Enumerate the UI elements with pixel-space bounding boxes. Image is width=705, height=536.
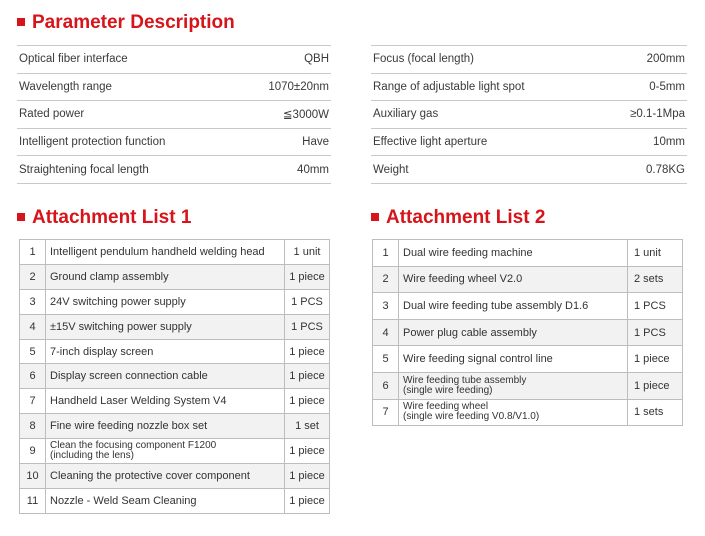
parameter-row [17, 46, 331, 74]
parameter-label: Intelligent protection function [17, 128, 237, 156]
parameter-value: 200mm [600, 46, 687, 74]
item-quantity: 1 piece [285, 264, 330, 289]
row-number: 9 [20, 439, 46, 464]
row-number: 7 [20, 389, 46, 414]
parameter-value: 1070±20nm [237, 73, 331, 101]
row-number: 11 [20, 488, 46, 513]
item-name: Wire feeding wheel V2.0 [399, 266, 628, 293]
item-name: Dual wire feeding tube assembly D1.6 [399, 293, 628, 320]
row-number: 7 [373, 399, 399, 426]
row-number: 5 [373, 346, 399, 373]
item-quantity: 1 piece [628, 372, 683, 399]
row-number: 1 [20, 240, 46, 265]
parameter-row [371, 101, 687, 129]
parameter-row [371, 46, 687, 74]
parameter-value: 0.78KG [600, 156, 687, 184]
item-quantity: 1 PCS [285, 289, 330, 314]
row-number: 6 [373, 372, 399, 399]
heading-square-icon [17, 18, 25, 26]
attachment-list-2-heading [371, 207, 545, 229]
parameter-value: Have [237, 128, 331, 156]
item-name-line-2: (single wire feeding V0.8/V1.0) [403, 411, 540, 423]
item-name-line-1: Wire feeding wheel [403, 401, 489, 413]
item-quantity: 1 piece [285, 488, 330, 513]
item-quantity: 1 PCS [628, 319, 683, 346]
item-name: Cleaning the protective cover component [46, 464, 285, 489]
parameter-label: Rated power [17, 101, 237, 129]
parameter-label: Range of adjustable light spot [371, 73, 600, 101]
table-row [373, 319, 683, 346]
item-name: 7-inch display screen [46, 339, 285, 364]
item-quantity: 1 piece [285, 389, 330, 414]
table-row [373, 346, 683, 373]
row-number: 3 [20, 289, 46, 314]
table-row [373, 266, 683, 293]
item-name-line-2: (single wire feeding) [403, 384, 493, 396]
parameter-row [17, 101, 331, 129]
table-row [20, 240, 330, 265]
item-quantity: 1 set [285, 414, 330, 439]
table-row [20, 488, 330, 513]
row-number: 4 [373, 319, 399, 346]
parameter-value: ≦3000W [237, 101, 331, 129]
item-name: Display screen connection cable [46, 364, 285, 389]
table-row [20, 464, 330, 489]
item-name: Dual wire feeding machine [399, 240, 628, 267]
parameter-label: Weight [371, 156, 600, 184]
item-name: Handheld Laser Welding System V4 [46, 389, 285, 414]
item-name: Intelligent pendulum handheld welding head [46, 240, 285, 265]
item-name: Fine wire feeding nozzle box set [46, 414, 285, 439]
parameter-label: Straightening focal length [17, 156, 237, 184]
item-quantity: 1 piece [285, 439, 330, 464]
parameter-row [17, 128, 331, 156]
parameter-description-heading [17, 12, 235, 34]
attachment-list-2-title: Attachment List 2 [386, 207, 546, 228]
parameter-label: Auxiliary gas [371, 101, 600, 129]
table-row [20, 389, 330, 414]
item-name: Power plug cable assembly [399, 319, 628, 346]
item-name-line-1: Clean the focusing component F1200 [50, 440, 217, 452]
item-quantity: 1 PCS [628, 293, 683, 320]
table-row [20, 339, 330, 364]
parameter-row [17, 73, 331, 101]
table-row [373, 240, 683, 267]
item-quantity: 1 piece [285, 339, 330, 364]
table-row [20, 264, 330, 289]
attachment-list-1-table [19, 239, 330, 514]
item-quantity: 1 piece [285, 464, 330, 489]
item-quantity: 1 piece [285, 364, 330, 389]
parameter-row [371, 73, 687, 101]
item-name-line-2: (including the lens) [50, 450, 134, 462]
row-number: 4 [20, 314, 46, 339]
item-name: Nozzle - Weld Seam Cleaning [46, 488, 285, 513]
table-row [373, 372, 683, 399]
item-name [399, 372, 628, 399]
parameter-label: Wavelength range [17, 73, 237, 101]
row-number: 6 [20, 364, 46, 389]
table-row [20, 289, 330, 314]
parameter-label: Focus (focal length) [371, 46, 600, 74]
attachment-list-2-table [372, 239, 683, 426]
item-name: Wire feeding signal control line [399, 346, 628, 373]
item-quantity: 1 unit [628, 240, 683, 267]
table-row [20, 314, 330, 339]
parameter-value: ≥0.1-1Mpa [600, 101, 687, 129]
item-quantity: 1 piece [628, 346, 683, 373]
table-row [373, 399, 683, 426]
row-number: 1 [373, 240, 399, 267]
table-row [20, 414, 330, 439]
attachment-list-1-heading [17, 207, 191, 229]
item-name: ±15V switching power supply [46, 314, 285, 339]
table-row [373, 293, 683, 320]
item-quantity: 1 sets [628, 399, 683, 426]
row-number: 3 [373, 293, 399, 320]
parameter-description-title: Parameter Description [32, 12, 235, 33]
parameter-table-left [17, 45, 331, 184]
item-name [46, 439, 285, 464]
parameter-value: 40mm [237, 156, 331, 184]
row-number: 2 [373, 266, 399, 293]
parameter-table-right [371, 45, 687, 184]
parameter-label: Optical fiber interface [17, 46, 237, 74]
row-number: 2 [20, 264, 46, 289]
item-quantity: 2 sets [628, 266, 683, 293]
table-row [20, 439, 330, 464]
item-name [399, 399, 628, 426]
heading-square-icon [371, 213, 379, 221]
item-name-line-1: Wire feeding tube assembly [403, 374, 527, 386]
parameter-value: 10mm [600, 128, 687, 156]
parameter-row [371, 128, 687, 156]
table-row [20, 364, 330, 389]
heading-square-icon [17, 213, 25, 221]
row-number: 8 [20, 414, 46, 439]
row-number: 5 [20, 339, 46, 364]
attachment-list-1-title: Attachment List 1 [32, 207, 192, 228]
item-quantity: 1 unit [285, 240, 330, 265]
item-name: Ground clamp assembly [46, 264, 285, 289]
row-number: 10 [20, 464, 46, 489]
item-name: 24V switching power supply [46, 289, 285, 314]
item-quantity: 1 PCS [285, 314, 330, 339]
parameter-row [17, 156, 331, 184]
parameter-row [371, 156, 687, 184]
parameter-label: Effective light aperture [371, 128, 600, 156]
parameter-value: QBH [237, 46, 331, 74]
parameter-value: 0-5mm [600, 73, 687, 101]
